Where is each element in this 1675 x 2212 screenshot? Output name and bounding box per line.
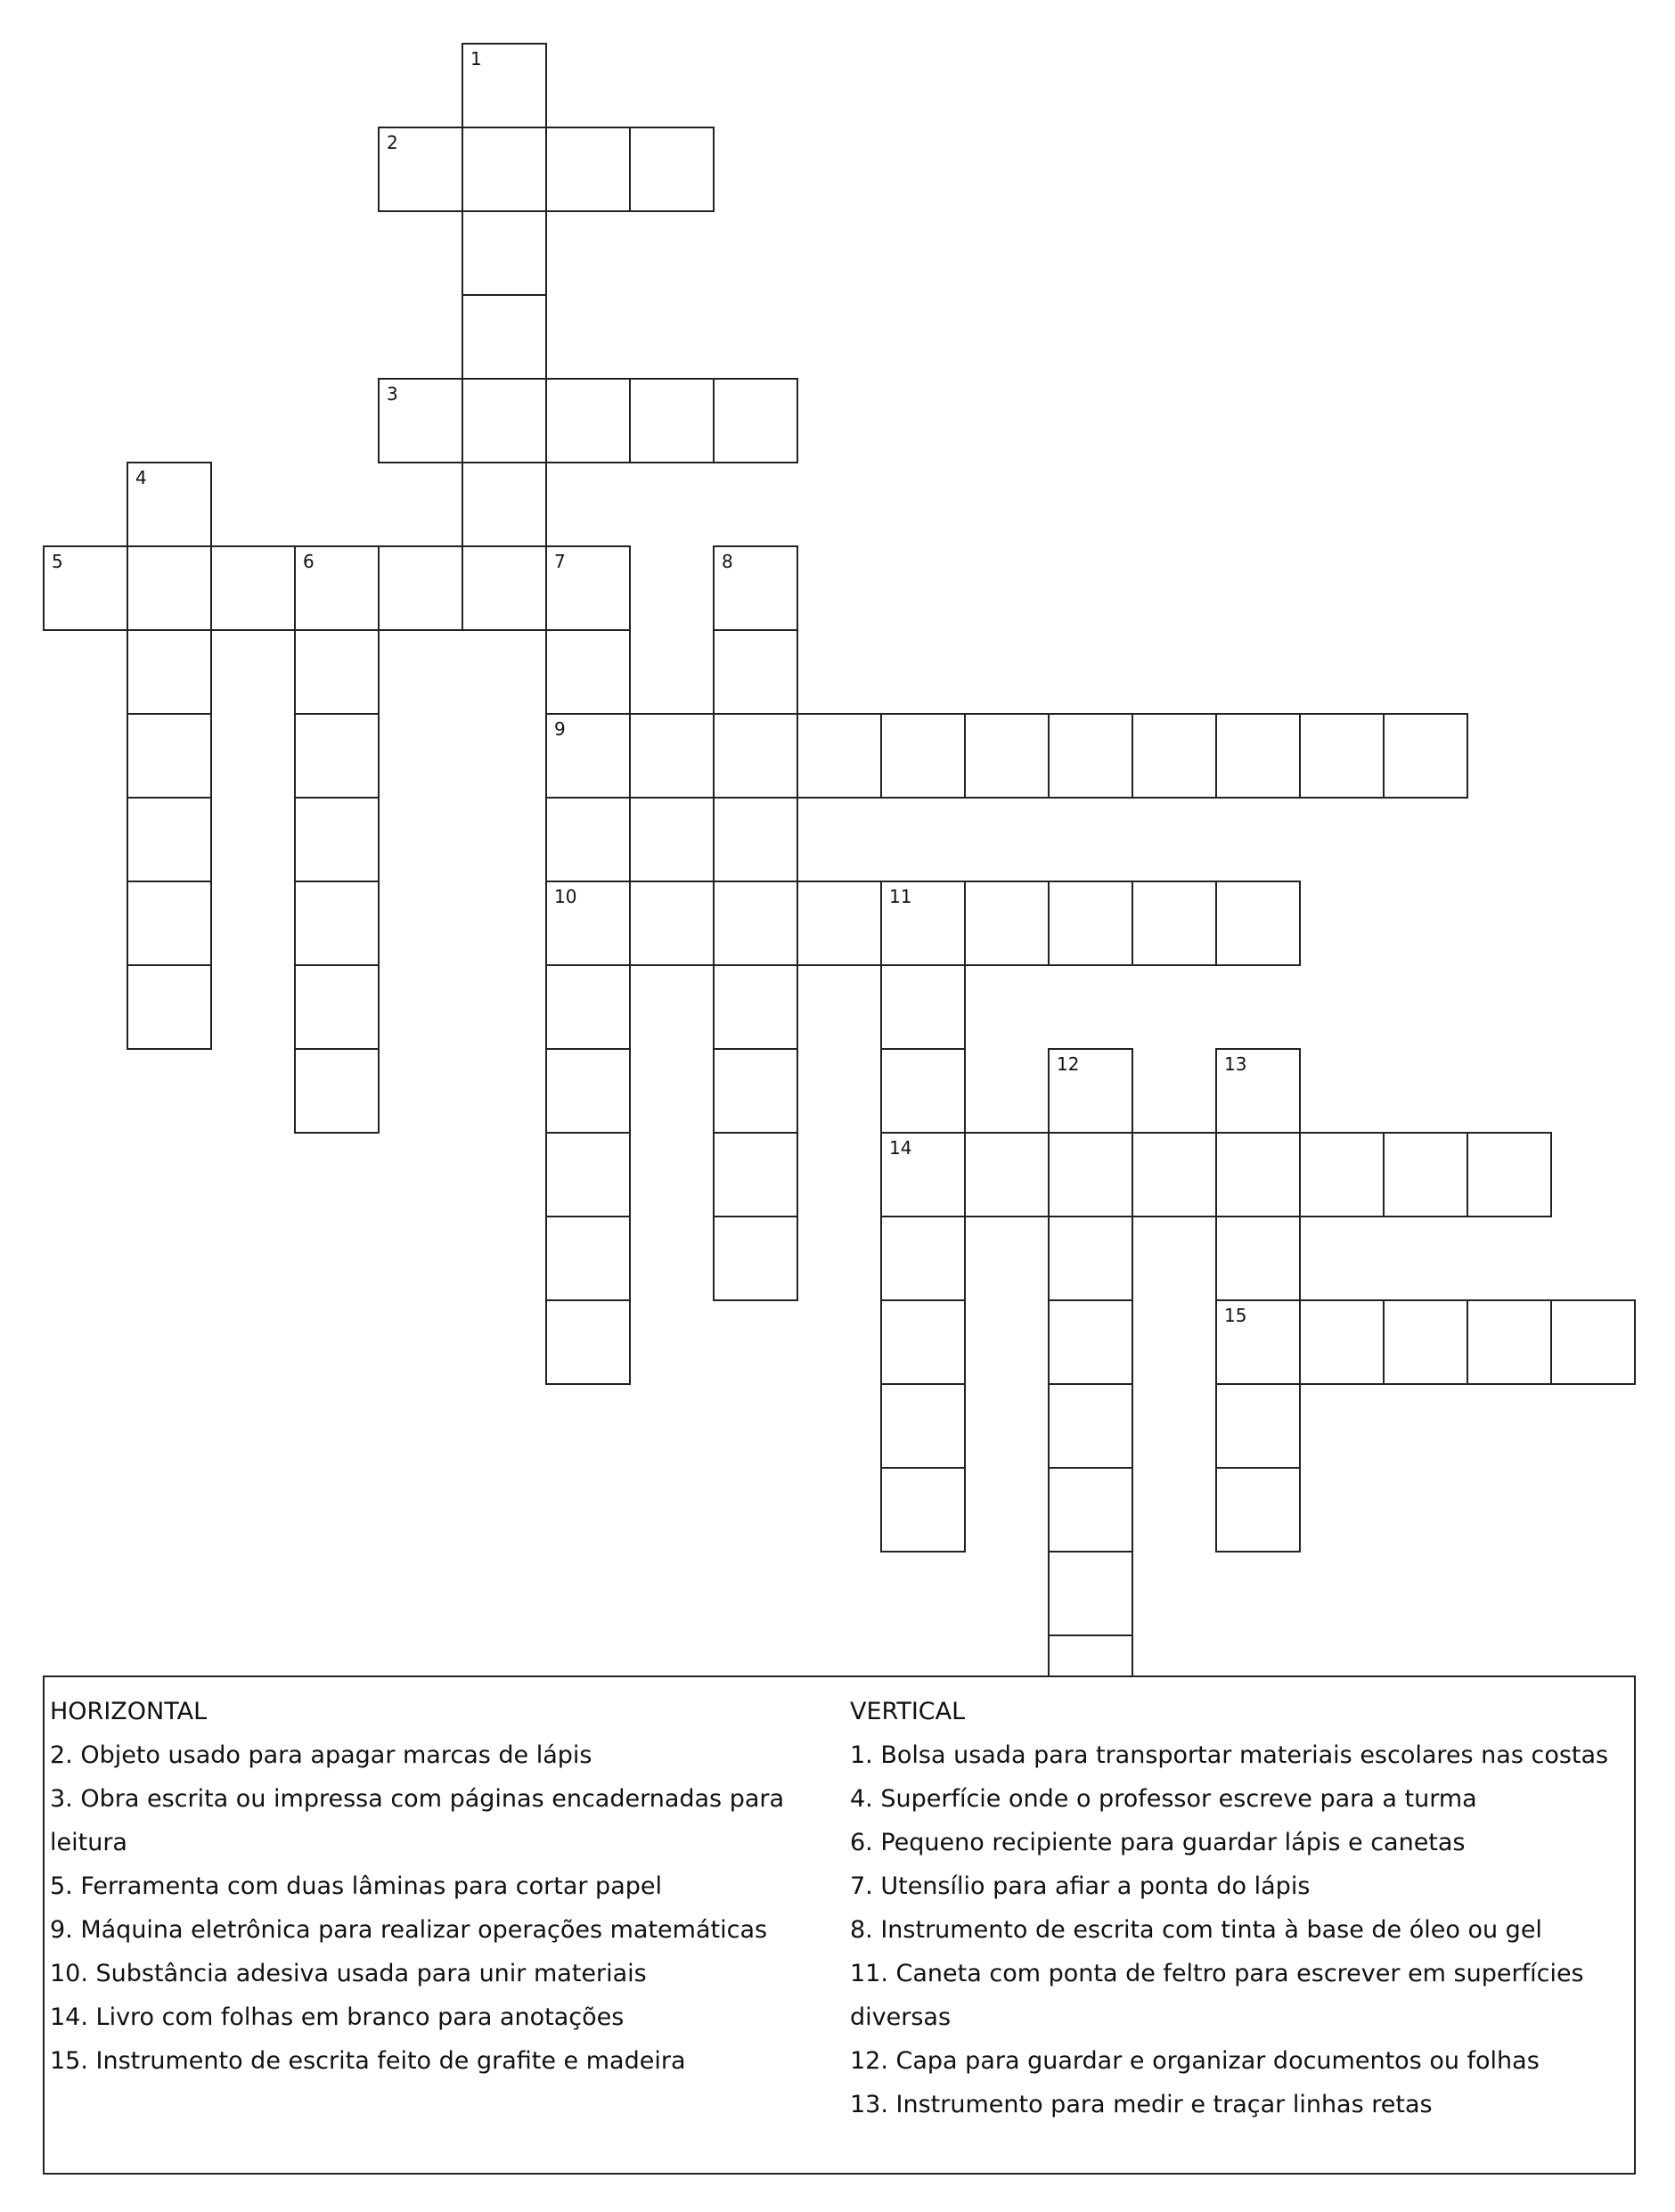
grid-cell[interactable]: [127, 881, 212, 966]
grid-cell[interactable]: [880, 1383, 966, 1469]
grid-cell[interactable]: [294, 964, 380, 1050]
across-clue: 2. Objeto usado para apagar marcas de lápis: [50, 1741, 592, 1769]
grid-cell[interactable]: [462, 378, 547, 463]
grid-cell[interactable]: [127, 629, 212, 715]
grid-cell[interactable]: [545, 964, 631, 1050]
grid-cell[interactable]: [1215, 881, 1301, 966]
clue-number: 5: [52, 551, 63, 572]
down-clue: 6. Pequeno recipiente para guardar lápis e canetas: [850, 1829, 1466, 1856]
grid-cell[interactable]: [462, 127, 547, 212]
grid-cell[interactable]: [880, 964, 966, 1050]
grid-cell[interactable]: [210, 545, 296, 631]
grid-cell[interactable]: [880, 1048, 966, 1134]
grid-cell[interactable]: [797, 713, 882, 799]
grid-cell[interactable]: [545, 713, 631, 799]
clue-number: 7: [554, 551, 566, 572]
grid-cell[interactable]: [1132, 1132, 1217, 1217]
grid-cell[interactable]: [294, 629, 380, 715]
clue-number: 9: [554, 718, 566, 740]
grid-cell[interactable]: [545, 629, 631, 715]
grid-cell[interactable]: [713, 881, 798, 966]
grid-cell[interactable]: [545, 1048, 631, 1134]
grid-cell[interactable]: [964, 1132, 1050, 1217]
grid-cell[interactable]: [1048, 1383, 1133, 1469]
grid-cell[interactable]: [1299, 1132, 1385, 1217]
grid-cell[interactable]: [1048, 1216, 1133, 1301]
grid-cell[interactable]: [1215, 1383, 1301, 1469]
grid-cell[interactable]: [545, 1216, 631, 1301]
grid-cell[interactable]: [127, 964, 212, 1050]
grid-cell[interactable]: [1048, 881, 1133, 966]
grid-cell[interactable]: [462, 545, 547, 631]
grid-cell[interactable]: [127, 545, 212, 631]
grid-cell[interactable]: [964, 881, 1050, 966]
clue-number: 1: [470, 48, 482, 70]
grid-cell[interactable]: [880, 881, 966, 966]
grid-cell[interactable]: [1048, 1551, 1133, 1636]
grid-cell[interactable]: [294, 881, 380, 966]
grid-cell[interactable]: [1299, 1299, 1385, 1385]
down-clue: 4. Superfície onde o professor escreve para a turma: [850, 1785, 1477, 1813]
grid-cell[interactable]: [713, 1132, 798, 1217]
grid-cell[interactable]: [1048, 713, 1133, 799]
grid-cell[interactable]: [1215, 1132, 1301, 1217]
grid-cell[interactable]: [1048, 1048, 1133, 1134]
down-clue: 1. Bolsa usada para transportar materiais escolares nas costas: [850, 1741, 1609, 1769]
grid-cell[interactable]: [462, 210, 547, 296]
grid-cell[interactable]: [629, 713, 715, 799]
grid-cell[interactable]: [1215, 1467, 1301, 1552]
grid-cell[interactable]: [1299, 713, 1385, 799]
grid-cell[interactable]: [545, 1299, 631, 1385]
grid-cell[interactable]: [294, 797, 380, 882]
grid-cell[interactable]: [1048, 1299, 1133, 1385]
down-clue: 11. Caneta com ponta de feltro para escrever em superfícies diversas: [850, 1960, 1584, 2031]
grid-cell[interactable]: [294, 713, 380, 799]
grid-cell[interactable]: [545, 378, 631, 463]
grid-cell[interactable]: [713, 713, 798, 799]
clue-number: 2: [387, 132, 398, 153]
across-heading: HORIZONTAL: [50, 1698, 208, 1725]
grid-cell[interactable]: [1467, 1132, 1552, 1217]
grid-cell[interactable]: [964, 713, 1050, 799]
clues-box: [43, 1675, 1636, 2175]
grid-cell[interactable]: [713, 545, 798, 631]
down-heading: VERTICAL: [850, 1698, 966, 1725]
grid-cell[interactable]: [462, 462, 547, 547]
grid-cell[interactable]: [1215, 1299, 1301, 1385]
grid-cell[interactable]: [545, 797, 631, 882]
clue-number: 6: [303, 551, 315, 572]
grid-cell[interactable]: [629, 881, 715, 966]
down-clues: [850, 1690, 1625, 2126]
grid-cell[interactable]: [127, 713, 212, 799]
grid-cell[interactable]: [629, 378, 715, 463]
grid-cell[interactable]: [1132, 713, 1217, 799]
clue-number: 4: [135, 467, 147, 488]
grid-cell[interactable]: [880, 713, 966, 799]
grid-cell[interactable]: [545, 881, 631, 966]
grid-cell[interactable]: [294, 545, 380, 631]
across-clue: 15. Instrumento de escrita feito de grafite e madeira: [50, 2047, 686, 2075]
grid-cell[interactable]: [713, 629, 798, 715]
grid-cell[interactable]: [880, 1299, 966, 1385]
grid-cell[interactable]: [378, 127, 463, 212]
across-clues: [50, 1690, 816, 2083]
down-clue: 8. Instrumento de escrita com tinta à base de óleo ou gel: [850, 1916, 1542, 1944]
down-clue: 12. Capa para guardar e organizar documentos ou folhas: [850, 2047, 1540, 2075]
grid-cell[interactable]: [1467, 1299, 1552, 1385]
grid-cell[interactable]: [378, 545, 463, 631]
grid-cell[interactable]: [713, 1048, 798, 1134]
grid-cell[interactable]: [294, 1048, 380, 1134]
clue-number: 12: [1057, 1053, 1080, 1075]
across-clue: 14. Livro com folhas em branco para anotações: [50, 2003, 625, 2031]
grid-cell[interactable]: [1383, 1132, 1468, 1217]
clue-number: 13: [1224, 1053, 1247, 1075]
grid-cell[interactable]: [713, 797, 798, 882]
across-clue: 5. Ferramenta com duas lâminas para cortar papel: [50, 1872, 662, 1900]
clue-number: 8: [722, 551, 733, 572]
down-clue: 13. Instrumento para medir e traçar linhas retas: [850, 2091, 1433, 2118]
grid-cell[interactable]: [629, 127, 715, 212]
grid-cell[interactable]: [127, 462, 212, 547]
across-clue: 3. Obra escrita ou impressa com páginas encadernadas para leitura: [50, 1785, 785, 1856]
clue-number: 14: [889, 1137, 912, 1159]
grid-cell[interactable]: [1215, 713, 1301, 799]
clue-number: 15: [1224, 1305, 1247, 1326]
grid-cell[interactable]: [127, 797, 212, 882]
grid-cell[interactable]: [797, 881, 882, 966]
grid-cell[interactable]: [378, 378, 463, 463]
clue-number: 10: [554, 886, 577, 907]
grid-cell[interactable]: [713, 964, 798, 1050]
grid-cell[interactable]: [1215, 1216, 1301, 1301]
grid-cell[interactable]: [1383, 713, 1468, 799]
clue-number: 3: [387, 383, 398, 405]
grid-cell[interactable]: [713, 378, 798, 463]
grid-cell[interactable]: [1048, 1467, 1133, 1552]
grid-cell[interactable]: [43, 545, 128, 631]
grid-cell[interactable]: [880, 1467, 966, 1552]
grid-cell[interactable]: [1550, 1299, 1636, 1385]
grid-cell[interactable]: [462, 43, 547, 128]
grid-cell[interactable]: [1048, 1132, 1133, 1217]
across-clue: 10. Substância adesiva usada para unir materiais: [50, 1960, 647, 1987]
grid-cell[interactable]: [1383, 1299, 1468, 1385]
grid-cell[interactable]: [1215, 1048, 1301, 1134]
grid-cell[interactable]: [545, 127, 631, 212]
grid-cell[interactable]: [462, 294, 547, 380]
down-clue: 7. Utensílio para afiar a ponta do lápis: [850, 1872, 1311, 1900]
grid-cell[interactable]: [880, 1216, 966, 1301]
grid-cell[interactable]: [545, 545, 631, 631]
clue-number: 11: [889, 886, 912, 907]
grid-cell[interactable]: [1132, 881, 1217, 966]
grid-cell[interactable]: [545, 1132, 631, 1217]
grid-cell[interactable]: [880, 1132, 966, 1217]
grid-cell[interactable]: [713, 1216, 798, 1301]
across-clue: 9. Máquina eletrônica para realizar operações matemáticas: [50, 1916, 768, 1944]
